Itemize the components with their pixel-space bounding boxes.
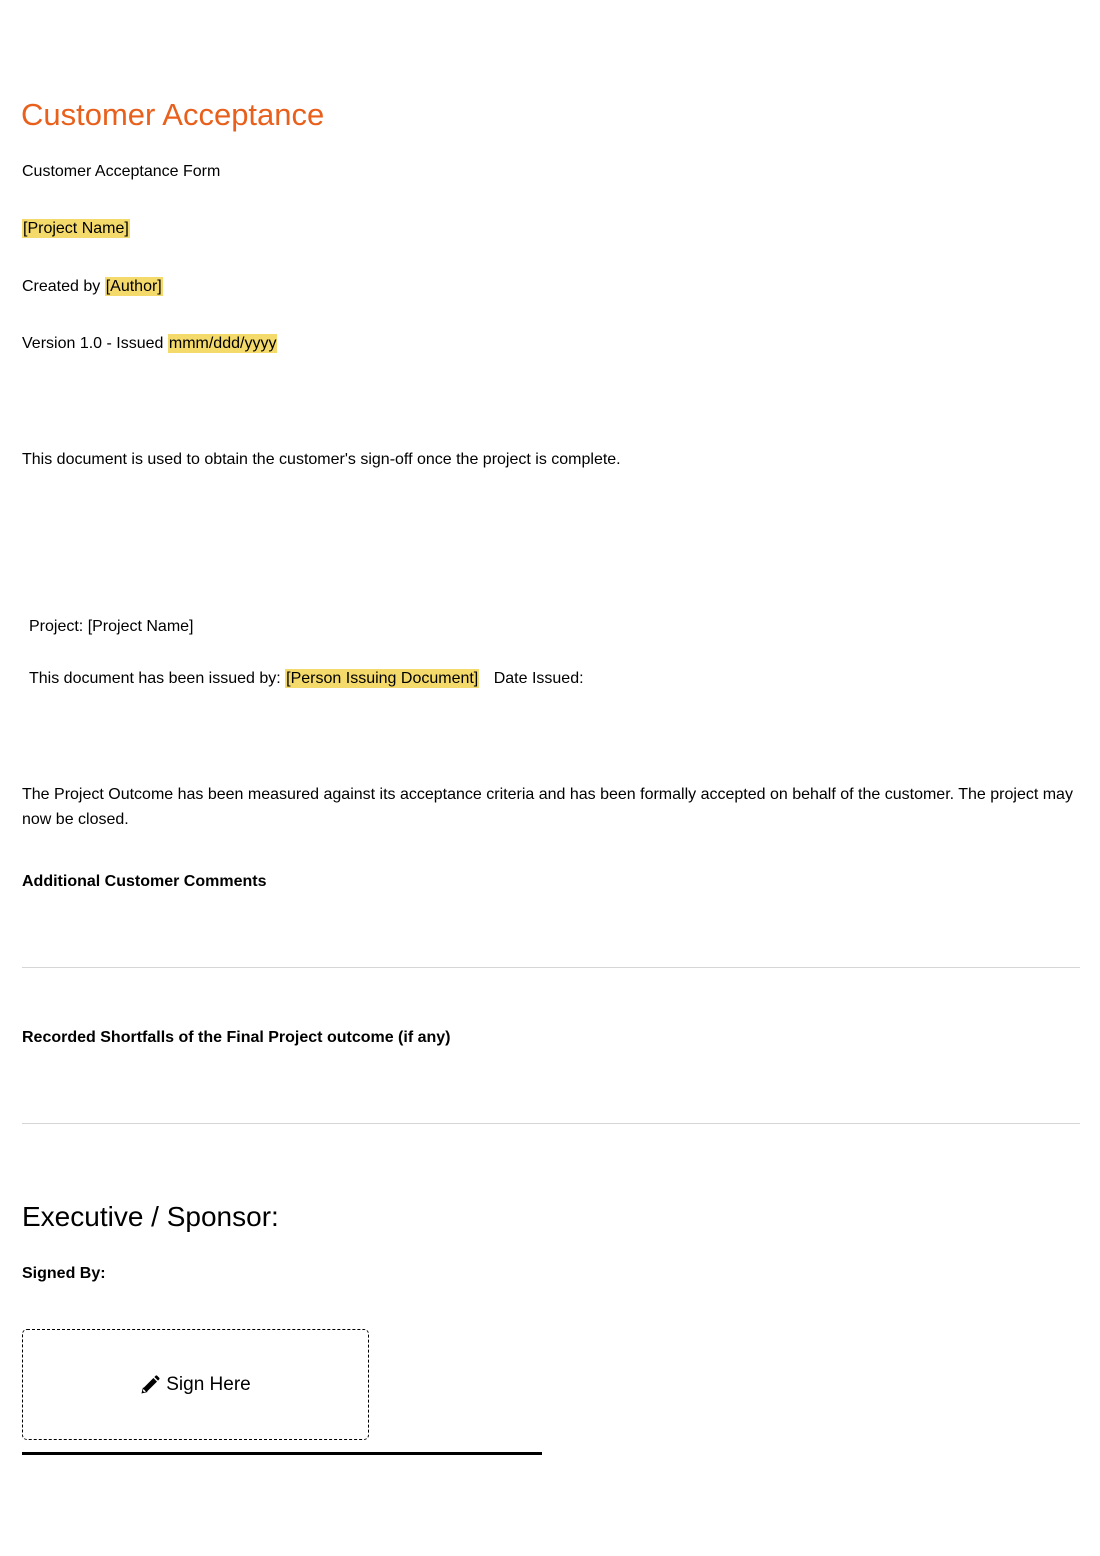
document-title: Customer Acceptance: [21, 97, 325, 132]
shortfalls-heading: Recorded Shortfalls of the Final Project outcome (if any): [22, 1029, 451, 1046]
comments-divider: [22, 967, 1080, 968]
signed-by-label: Signed By:: [22, 1265, 106, 1282]
document-subtitle: Customer Acceptance Form: [22, 163, 221, 180]
project-name-field: [22, 219, 130, 239]
sign-here-button[interactable]: [22, 1329, 369, 1440]
issued-by-line: [29, 669, 584, 689]
created-by-label: Created by: [22, 278, 101, 295]
pencil-icon: [140, 1375, 160, 1395]
comments-heading: Additional Customer Comments: [22, 873, 267, 890]
created-by-line: [22, 277, 163, 297]
issued-by-label: This document has been issued by:: [29, 670, 281, 687]
sign-here-label: Sign Here: [166, 1373, 251, 1395]
issue-date-placeholder: mmm/ddd/yyyy: [168, 335, 277, 352]
project-name-placeholder: [Project Name]: [23, 220, 129, 237]
signature-section-title: Executive / Sponsor:: [22, 1201, 279, 1232]
version-label: Version 1.0 - Issued: [22, 335, 164, 352]
signature-line: [22, 1452, 542, 1455]
date-issued-label: Date Issued:: [493, 670, 584, 687]
intro-text: This document is used to obtain the customer's sign-off once the project is complete.: [22, 451, 621, 468]
project-line: Project: [Project Name]: [29, 618, 194, 635]
sign-here-content: [140, 1374, 251, 1396]
issued-by-placeholder: [Person Issuing Document]: [286, 670, 479, 687]
shortfalls-divider: [22, 1123, 1080, 1124]
author-placeholder: [Author]: [105, 278, 162, 295]
version-line: [22, 334, 277, 354]
acceptance-statement: The Project Outcome has been measured against its acceptance criteria and has been formally accepted on behalf of the customer. The project may now be closed.: [22, 786, 1073, 828]
